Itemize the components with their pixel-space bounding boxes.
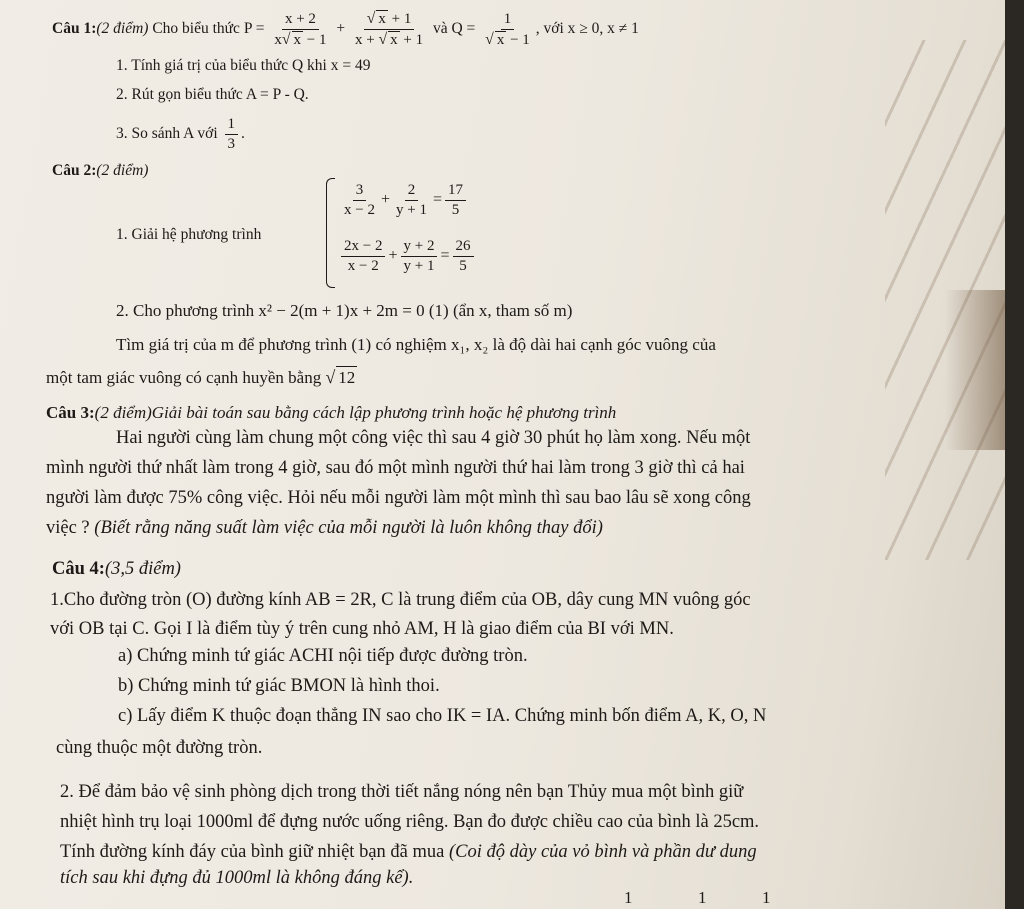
q2-line-last-sqrt: 12 xyxy=(338,368,356,387)
eq2-a-num: 2x − 2 xyxy=(341,238,385,257)
q1-and: và xyxy=(432,20,448,38)
q3-line-4 xyxy=(46,516,603,540)
q2-find-pre: Tìm giá trị của m để phương trình (1) có nghiệm xyxy=(116,335,447,354)
q2-item-2-equation: x² − 2(m + 1)x + 2m = 0 xyxy=(258,301,425,320)
q1-p-frac1-den: x√ x − 1 xyxy=(274,30,327,48)
q3-task: Giải bài toán sau bằng cách lập phương trình hoặc hệ phương trình xyxy=(151,403,617,422)
system-equation-2: $\frac{2x - 2}{x - 2}$ + $\frac{y + 2}{y + 1}$ = $\frac{26}{5}$ xyxy=(338,238,477,275)
eq2-a-den: x − 2 xyxy=(347,258,379,274)
q4-p2-line-1: 2. Để đảm bảo vệ sinh phòng dịch trong thời tiết nắng nóng nên bạn Thủy mua một bình giữ xyxy=(60,782,744,802)
q2-find-line-2: một tam giác vuông có cạnh huyền bằng √ 12 xyxy=(46,367,356,387)
eq1-b-num: 2 xyxy=(405,182,419,201)
q2-item-2 xyxy=(116,300,572,322)
q2-item-2-pre: 2. Cho phương trình xyxy=(116,301,255,320)
q1-p-frac1-den-sqrt: x xyxy=(293,31,302,48)
q1-p-frac1-den-post: − 1 xyxy=(306,31,327,48)
q1-condition: , với x ≥ 0, x ≠ 1 xyxy=(535,20,639,38)
q1-p-frac2-den-sqrt: x xyxy=(390,32,398,48)
q3-points: (2 điểm) xyxy=(94,403,152,422)
q1-item-2: 2. Rút gọn biểu thức A = P - Q. xyxy=(116,86,309,103)
q1-q-frac-num: 1 xyxy=(501,11,515,30)
q1-p-frac1-den-pre: x xyxy=(274,31,282,48)
q1-p-frac2-den: x + √ x + 1 xyxy=(354,31,424,48)
eq2-r-den: 5 xyxy=(459,258,467,274)
eq1-term-b xyxy=(393,182,430,219)
eq1-a-num: 3 xyxy=(353,182,367,201)
q1-points: (2 điểm) xyxy=(96,20,149,38)
q4-item-b: b) Chứng minh tứ giác BMON là hình thoi. xyxy=(118,676,440,696)
q2-line-last-pre: một tam giác vuông có cạnh huyền bằng xyxy=(46,368,322,387)
eq2-r-num: 26 xyxy=(453,238,474,257)
q1-item-3-fraction xyxy=(225,116,239,153)
eq2-b-num: y + 2 xyxy=(401,238,438,257)
q4-p1-line-2: với OB tại C. Gọi I là điểm tùy ý trên cung nhỏ AM, H là giao điểm của BI với MN. xyxy=(50,619,674,639)
q1-p-fraction-1 xyxy=(271,11,329,49)
q1-q-label: Q = xyxy=(451,20,476,38)
q4-item-c-cont: cùng thuộc một đường tròn. xyxy=(56,738,263,758)
q4-p2-line-3-note: (Coi độ dày của vỏ bình và phần dư dung xyxy=(448,842,757,862)
q2-find-post: là độ dài hai cạnh góc vuông của xyxy=(492,335,716,354)
footer-mark-3: 1 xyxy=(762,888,771,907)
q3-line-4-pre: việc ? xyxy=(46,518,90,538)
q1-p-frac1-num: x + 2 xyxy=(282,11,319,30)
footer-mark-2: 1 xyxy=(698,888,707,907)
q1-p-frac2-den-post: + 1 xyxy=(403,32,424,48)
q4-item-a: a) Chứng minh tứ giác ACHI nội tiếp được đường tròn. xyxy=(118,646,528,666)
q2-points: (2 điểm) xyxy=(96,162,149,179)
q4-p2-line-4: tích sau khi đựng đủ 1000ml là không đáng kể). xyxy=(60,868,414,888)
q1-q-frac-den-post: − 1 xyxy=(510,31,530,48)
system-brace xyxy=(326,178,335,288)
q2-item-1: 1. Giải hệ phương trình xyxy=(116,226,262,243)
system-equation-1: $\frac{3}{x - 2}$ + $\frac{2}{y + 1}$ = $\frac{17}{5}$ xyxy=(338,182,469,219)
eq2-term-b xyxy=(401,238,438,275)
q1-p-fraction-2 xyxy=(352,10,426,49)
eq1-term-a xyxy=(341,182,378,219)
q3-heading: Câu 3: xyxy=(46,403,95,422)
q1-intro: Cho biểu thức xyxy=(152,20,240,38)
q1-item-3-frac-den: 3 xyxy=(227,136,236,152)
q2-find-roots: x₁, x₂ xyxy=(451,335,489,354)
q1-item-3-text: 3. So sánh A với xyxy=(116,125,218,143)
q1-q-fraction xyxy=(482,11,533,49)
q2-item-2-post: (1) (ẩn x, tham số m) xyxy=(428,301,573,320)
q3-header-line xyxy=(46,402,616,424)
q1-item-3-frac-num: 1 xyxy=(225,116,239,135)
eq2-result xyxy=(453,238,474,275)
eq1-r-num: 17 xyxy=(445,182,466,201)
q4-item-c: c) Lấy điểm K thuộc đoạn thẳng IN sao cho IK = IA. Chứng minh bốn điểm A, K, O, N xyxy=(118,706,767,726)
q4-p2-line-2: nhiệt hình trụ loại 1000ml để đựng nước uống riêng. Bạn đo được chiều cao của bình là 25cm. xyxy=(60,812,760,832)
q3-line-2: mình người thứ nhất làm trong 4 giờ, sau đó một mình người thứ hai làm trong 3 giờ thì cả hai xyxy=(46,458,745,478)
q2-find-line xyxy=(116,334,716,356)
footer-mark-1: 1 xyxy=(624,888,633,907)
q4-p2-line-3-pre: Tính đường kính đáy của bình giữ nhiệt bạn đã mua xyxy=(60,842,445,862)
q1-q-frac-den-sqrt: x xyxy=(496,31,505,48)
q1-plus: + xyxy=(336,20,346,38)
q1-p-frac2-num: √ x + 1 xyxy=(364,10,415,30)
q2-header-line xyxy=(52,160,148,182)
eq2-b-den: y + 1 xyxy=(403,258,435,274)
q1-p-frac2-num-sqrt: x xyxy=(378,11,386,27)
q1-p-frac2-num-post: + 1 xyxy=(391,11,412,27)
q3-line-3: người làm được 75% công việc. Hỏi nếu mỗi người làm một mình thì sau bao lâu sẽ xong công xyxy=(46,488,751,508)
q3-line-1: Hai người cùng làm chung một công việc thì sau 4 giờ 30 phút họ làm xong. Nếu một xyxy=(116,428,751,448)
eq1-b-den: y + 1 xyxy=(396,202,427,218)
q3-line-4-note: (Biết rằng năng suất làm việc của mỗi người là luôn không thay đổi) xyxy=(94,518,603,538)
q4-p2-line-3 xyxy=(60,840,757,864)
q1-item-1: 1. Tính giá trị của biểu thức Q khi x = 49 xyxy=(116,57,371,74)
q1-item-3-post: . xyxy=(241,125,245,143)
q1-p-label: P = xyxy=(243,20,265,38)
q1-p-frac2-den-pre: x + xyxy=(354,32,375,48)
q1-q-frac-den: √ x − 1 xyxy=(485,30,530,48)
q1-item-3 xyxy=(116,116,245,153)
q4-points: (3,5 điểm) xyxy=(104,559,181,579)
eq1-result xyxy=(445,182,466,219)
q2-heading: Câu 2: xyxy=(52,162,97,179)
eq1-a-den: x − 2 xyxy=(344,202,375,218)
eq1-r-den: 5 xyxy=(451,202,460,218)
q1-heading: Câu 1: xyxy=(52,20,97,38)
q1-header-line xyxy=(52,10,639,49)
q4-heading: Câu 4: xyxy=(52,559,105,579)
q4-header-line xyxy=(52,557,181,581)
q4-p1-line-1: 1.Cho đường tròn (O) đường kính AB = 2R, C là trung điểm của OB, dây cung MN vuông góc xyxy=(50,590,751,610)
eq2-term-a xyxy=(341,238,385,275)
paper-shadow xyxy=(945,290,1005,450)
